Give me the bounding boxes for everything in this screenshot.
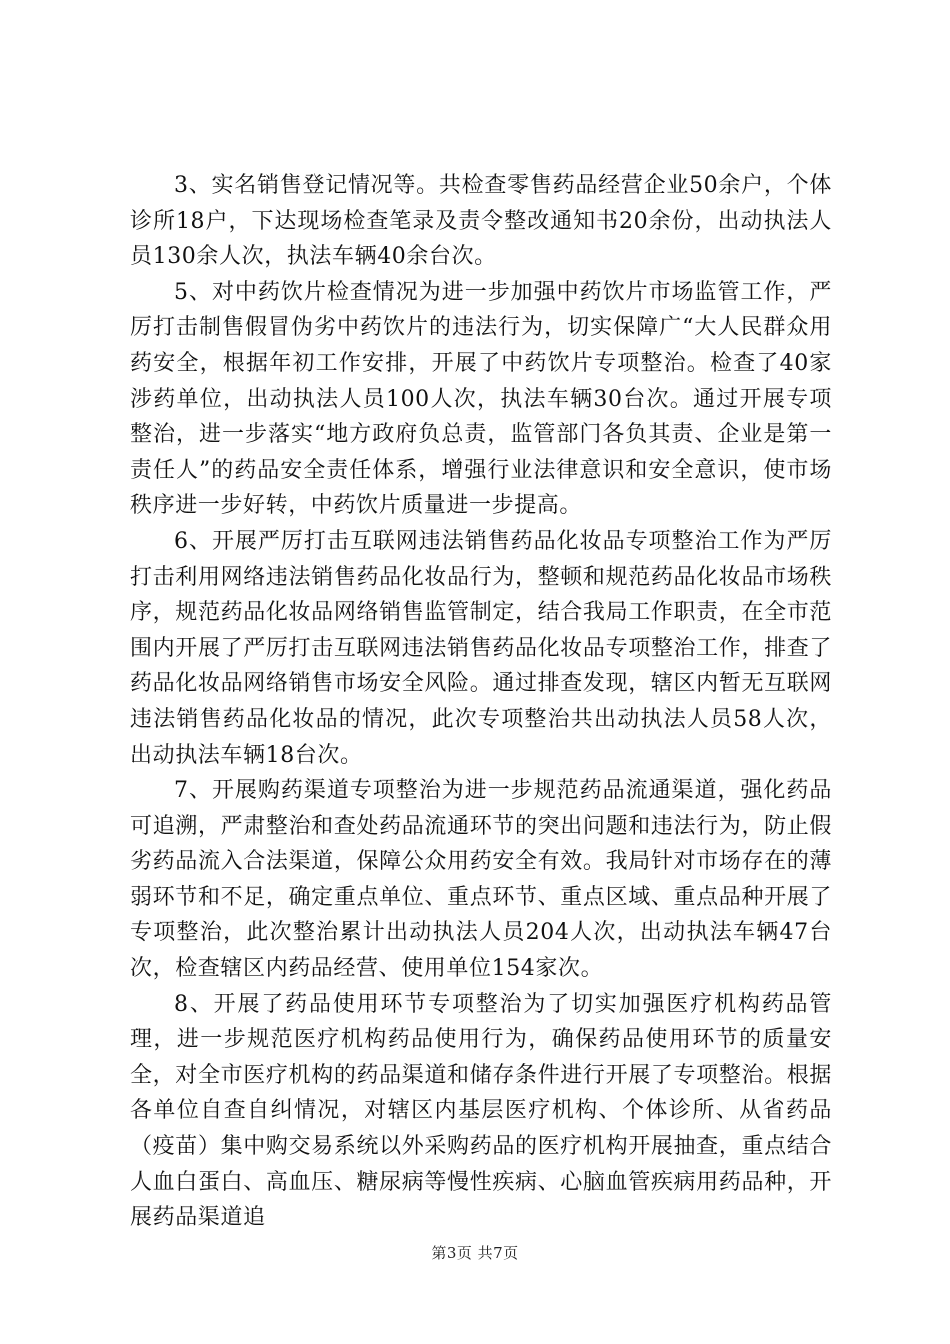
paragraph-drug-use-rectification: 8、开展了药品使用环节专项整治为了切实加强医疗机构药品管理，进一步规范医疗机构药品使用行为，确保药品使用环节的质量安全，对全市医疗机构的药品渠道和储存条件进行开展了专项整治。根据各单位自查自纠情况，对辖区内基层医疗机构、个体诊所、从省药品（疫苗）集中购交易系统以外采购药品的医疗机构开展抽查，重点结合人血白蛋白、高血压、糖尿病等慢性疾病、心脑血管疾病用药品种，开展药品渠道追 <box>130 991 832 1231</box>
paragraph-real-name-sales: 3、实名销售登记情况等。共检查零售药品经营企业50余户，个体诊所18户，下达现场检查笔录及责令整改通知书20余份，出动执法人员130余人次，执法车辆40余台次。 <box>130 173 832 270</box>
paragraph-herbal-slices-inspection: 5、对中药饮片检查情况为进一步加强中药饮片市场监管工作，严厉打击制售假冒伪劣中药饮片的违法行为，切实保障广“大人民群众用药安全，根据年初工作安排，开展了中药饮片专项整治。检查了40家涉药单位，出动执法人员100人次，执法车辆30台次。通过开展专项整治，进一步落实“地方政府负总责，监管部门各负其责、企业是第一责任人”的药品安全责任体系，增强行业法律意识和安全意识，使市场秩序进一步好转，中药饮片质量进一步提高。 <box>130 279 832 519</box>
page-number-footer: 第3页 共7页 <box>431 1244 519 1262</box>
paragraph-purchase-channel-rectification: 7、开展购药渠道专项整治为进一步规范药品流通渠道，强化药品可追溯，严肃整治和查处药品流通环节的突出问题和违法行为，防止假劣药品流入合法渠道，保障公众用药安全有效。我局针对市场存在的薄弱环节和不足，确定重点单位、重点环节、重点区域、重点品种开展了专项整治，此次整治累计出动执法人员204人次，出动执法车辆47台次，检查辖区内药品经营、使用单位154家次。 <box>130 778 832 982</box>
document-body <box>130 168 832 1236</box>
paragraph-internet-sales-crackdown: 6、开展严厉打击互联网违法销售药品化妆品专项整治工作为严厉打击利用网络违法销售药品化妆品行为，整顿和规范药品化妆品市场秩序，规范药品化妆品网络销售监管制定，结合我局工作职责，在全市范围内开展了严厉打击互联网违法销售药品化妆品专项整治工作，排查了药品化妆品网络销售市场安全风险。通过排查发现，辖区内暂无互联网违法销售药品化妆品的情况，此次专项整治共出动执法人员58人次，出动执法车辆18台次。 <box>130 528 832 768</box>
